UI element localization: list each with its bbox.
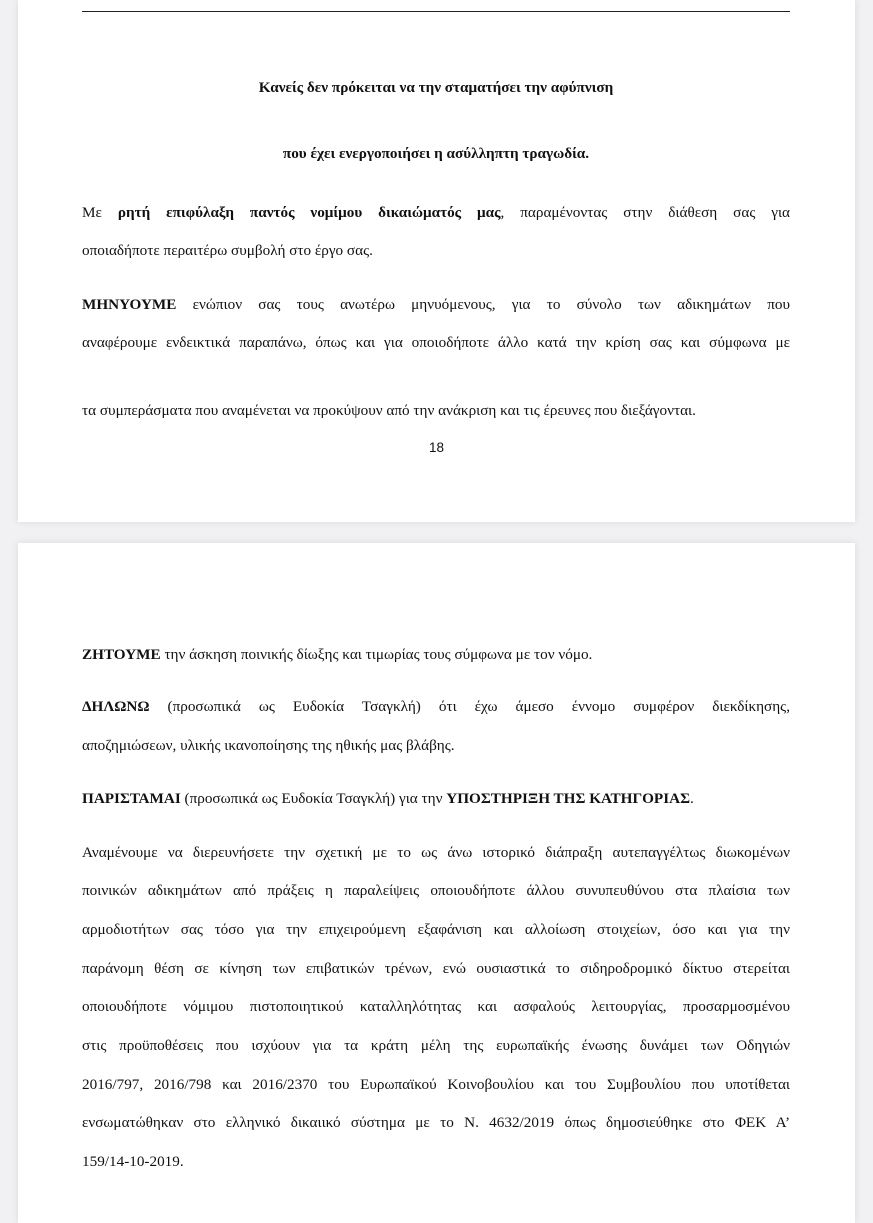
heading-line-2: που έχει ενεργοποιήσει η ασύλληπτη τραγωδία. xyxy=(282,145,590,162)
paragraph-sue-line-2: αναφέρουμε ενδεικτικά παραπάνω, όπως και για οποιοδήποτε άλλο κατά την κρίση σας και σύμφωνα με xyxy=(82,334,790,351)
paragraph-expect-line: 159/14-10-2019. xyxy=(82,1153,184,1170)
paragraph-expect-line: στις προϋποθέσεις που ισχύουν για τα κράτη μέλη της ευρωπαϊκής ένωσης δυνάμει των Οδηγιών xyxy=(82,1037,790,1054)
paragraph-sue-line-1: ΜΗΝΥΟΥΜΕ ενώπιον σας τους ανωτέρω μηνυόμενους, για το σύνολο των αδικημάτων που xyxy=(82,296,790,313)
paragraph-expect-line: Αναμένουμε να διερευνήσετε την σχετική με το ως άνω ιστορικό διάπραξη αυτεπαγγέλτως διωκομένων xyxy=(82,844,790,861)
paragraph-expect-line: οποιουδήποτε νόμιμου πιστοποιητικού καταλληλότητας και ασφαλούς λειτουργίας, προσαρμοσμένου xyxy=(82,998,790,1015)
document-page-19 xyxy=(18,543,855,1223)
prosecution-support-bold: ΥΠΟΣΤΗΡΙΞΗ ΤΗΣ ΚΑΤΗΓΟΡΙΑΣ xyxy=(446,790,691,807)
heading-line-1: Κανείς δεν πρόκειται να την σταματήσει την αφύπνιση xyxy=(258,79,614,96)
page-number: 18 xyxy=(428,440,445,455)
paragraph-expect-line: παράνομη θέση σε κίνηση των επιβατικών τρένων, ενώ ουσιαστικά το σιδηροδρομικό δίκτυο στερείται xyxy=(82,960,790,977)
paragraph-expect-line: 2016/797, 2016/798 και 2016/2370 του Ευρωπαϊκού Κοινοβουλίου και του Συμβουλίου που υποτίθεται xyxy=(82,1076,790,1093)
reservation-bold: ρητή επιφύλαξη παντός νομίμου δικαιώματός μας xyxy=(117,204,501,221)
paragraph-sue-line-3: τα συμπεράσματα που αναμένεται να προκύψουν από την ανάκριση και τις έρευνες που διεξάγονται. xyxy=(82,402,696,419)
request-bold: ΖΗΤΟΥΜΕ xyxy=(82,646,161,663)
paragraph-request: ΖΗΤΟΥΜΕ την άσκηση ποινικής δίωξης και τιμωρίας τους σύμφωνα με τον νόμο. xyxy=(82,646,593,663)
appear-bold: ΠΑΡΙΣΤΑΜΑΙ xyxy=(82,790,181,807)
paragraph-expect-line: ενσωματώθηκαν στο ελληνικό δικαιικό σύστημα με το Ν. 4632/2019 όπως δημοσιεύθηκε στο ΦΕΚ Α’ xyxy=(82,1114,790,1131)
header-rule xyxy=(82,11,790,12)
paragraph-expect-line: ποινικών αδικημάτων από πράξεις η παραλείψεις οποιουδήποτε άλλου συνυπευθύνου στα πλαίσια των xyxy=(82,882,790,899)
paragraph-declare-line-1: ΔΗΛΩΝΩ (προσωπικά ως Ευδοκία Τσαγκλή) ότι έχω άμεσο έννομο συμφέρον διεκδίκησης, xyxy=(82,698,790,715)
paragraph-expect-line: αρμοδιοτήτων σας τόσο για την επιχειρούμενη εξαφάνιση και αλλοίωση στοιχείων, όσο και για την xyxy=(82,921,790,938)
paragraph-declare-line-2: αποζημιώσεων, υλικής ικανοποίησης της ηθικής μας βλάβης. xyxy=(82,737,455,754)
paragraph-appear: ΠΑΡΙΣΤΑΜΑΙ (προσωπικά ως Ευδοκία Τσαγκλή) για την ΥΠΟΣΤΗΡΙΞΗ ΤΗΣ ΚΑΤΗΓΟΡΙΑΣ. xyxy=(82,790,694,807)
paragraph-reservation-line-1: Με ρητή επιφύλαξη παντός νομίμου δικαιώματός μας, παραμένοντας στην διάθεση σας για xyxy=(82,204,791,221)
sue-bold: ΜΗΝΥΟΥΜΕ xyxy=(82,296,177,313)
declare-bold: ΔΗΛΩΝΩ xyxy=(82,698,150,715)
document-page-18 xyxy=(18,0,855,522)
paragraph-reservation-line-2: οποιαδήποτε περαιτέρω συμβολή στο έργο σας. xyxy=(82,242,373,259)
